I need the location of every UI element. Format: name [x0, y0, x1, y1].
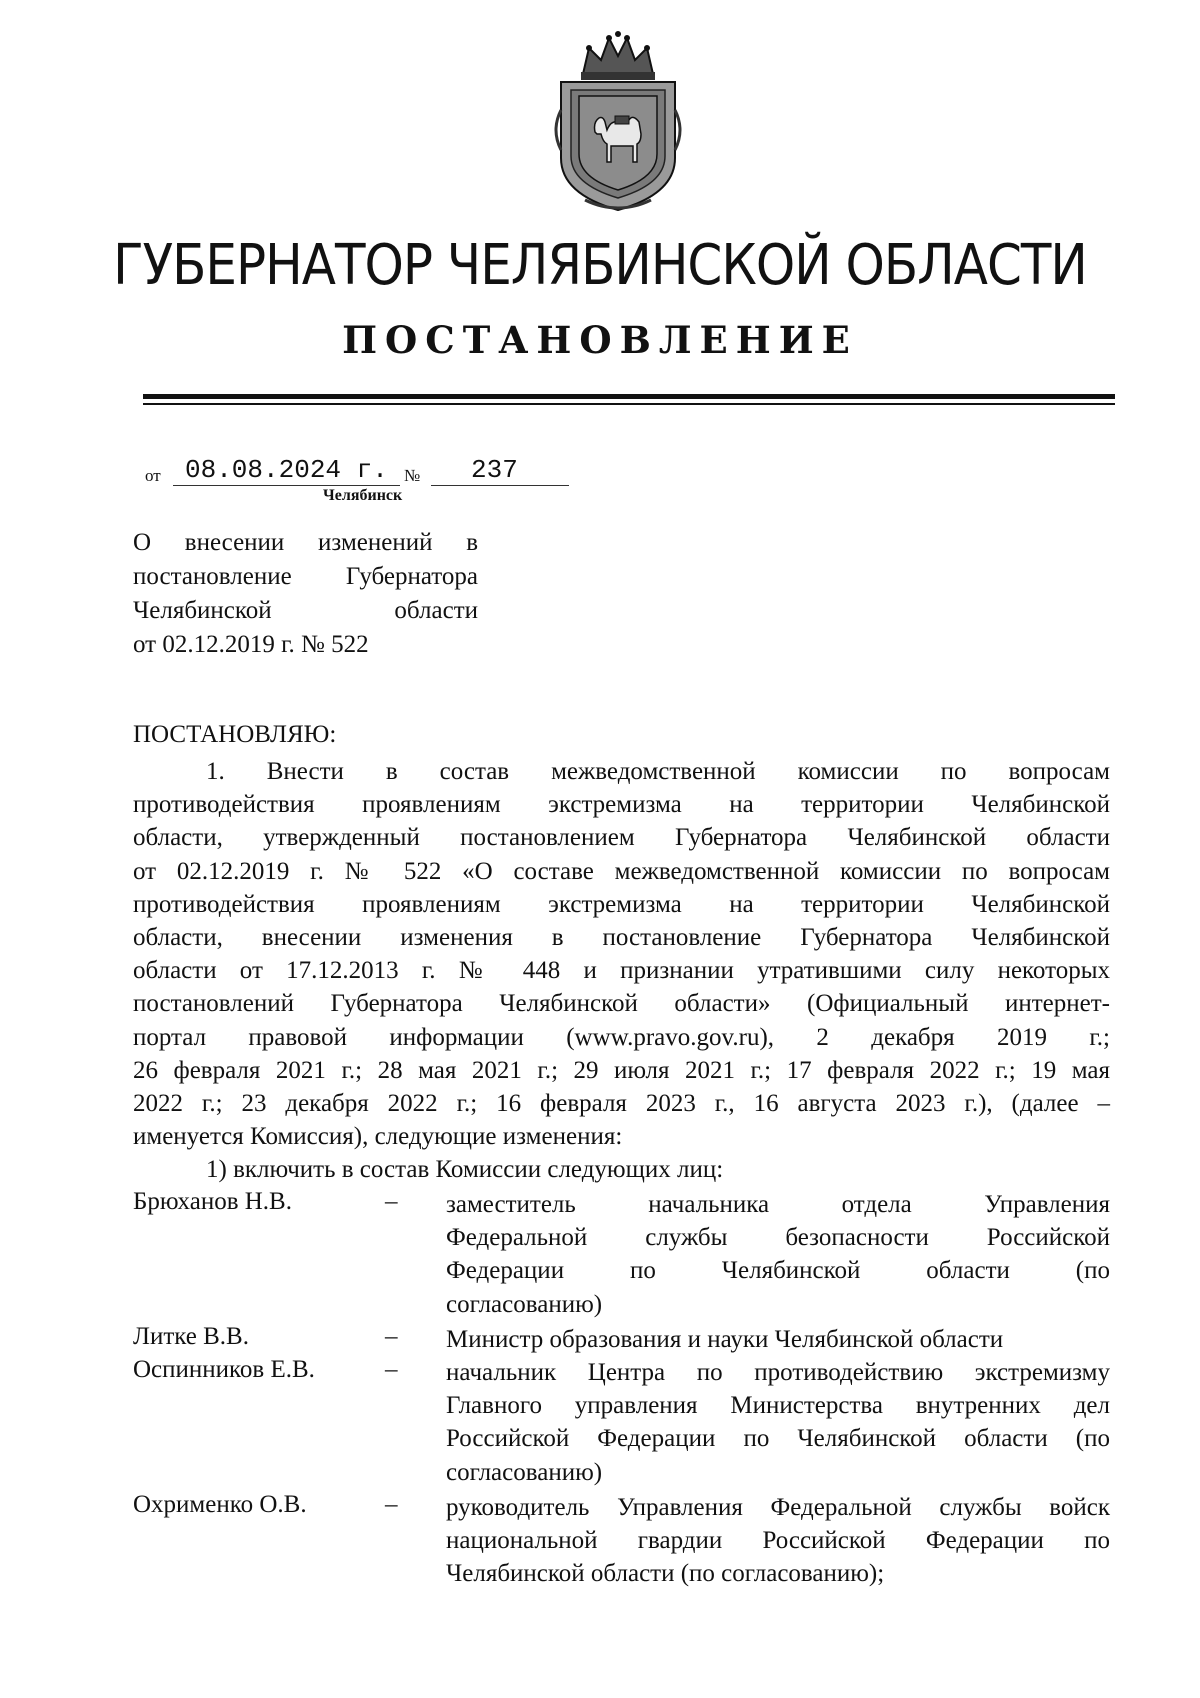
member-name: Охрименко О.В.: [133, 1490, 307, 1518]
header-rule-thin: [143, 403, 1115, 405]
decree-body: [133, 755, 1110, 1186]
body-line: постановлений Губернатора Челябинской области» (Официальный интернет-: [133, 990, 1110, 1018]
body-line: противодействия проявлениям экстремизма на территории Челябинской: [133, 791, 1110, 819]
authority-title: ГУБЕРНАТОР ЧЕЛЯБИНСКОЙ ОБЛАСТИ: [113, 232, 1087, 298]
header-rule-thick: [143, 394, 1115, 399]
body-line: противодействия проявлениям экстремизма на территории Челябинской: [133, 890, 1110, 918]
member-dash: –: [385, 1355, 398, 1383]
member-position-line: Российской Федерации по Челябинской области (по: [446, 1425, 1110, 1453]
member-position-line: Министр образования и науки Челябинской области: [446, 1325, 1004, 1353]
body-line: 2022 г.; 23 декабря 2022 г.; 16 февраля 2023 г., 16 августа 2023 г.), (далее –: [133, 1089, 1110, 1117]
decree-date: 08.08.2024 г.: [173, 455, 400, 486]
body-line: портал правовой информации (www.pravo.gov.ru), 2 декабря 2019 г.;: [133, 1023, 1110, 1051]
subject-line: О внесении изменений в: [133, 529, 478, 556]
member-position-line: руководитель Управления Федеральной службы войск: [446, 1493, 1110, 1521]
member-position-line: заместитель начальника отдела Управления: [446, 1191, 1110, 1218]
decree-number: 237: [431, 455, 569, 486]
decree-subject: [133, 526, 478, 662]
body-line: от 02.12.2019 г. № 522 «О составе межведомственной комиссии по вопросам: [133, 857, 1110, 885]
city-label: Челябинск: [323, 487, 403, 504]
member-position: [446, 1356, 1110, 1489]
body-line: именуется Комиссия), следующие изменения:: [133, 1123, 623, 1151]
member-name: Оспинников Е.В.: [133, 1355, 315, 1383]
member-entry: [133, 1188, 1110, 1321]
member-position-line: Главного управления Министерства внутренних дел: [446, 1392, 1110, 1420]
document-type-title: ПОСТАНОВЛЕНИЕ: [342, 318, 858, 362]
member-position-line: Федерации по Челябинской области (по: [446, 1257, 1110, 1285]
subject-line: постановление Губернатора: [133, 563, 478, 590]
member-entry: [133, 1491, 1110, 1591]
member-position-line: согласованию): [446, 1458, 603, 1486]
member-position-line: начальник Центра по противодействию экстремизму: [446, 1358, 1110, 1386]
subject-line: от 02.12.2019 г. № 522: [133, 631, 369, 658]
member-dash: –: [385, 1188, 398, 1215]
member-position: [446, 1323, 1110, 1356]
members-list: [133, 1188, 1110, 1590]
body-line: области, внесении изменения в постановление Губернатора Челябинской: [133, 923, 1110, 951]
member-dash: –: [385, 1322, 398, 1350]
member-dash: –: [385, 1490, 398, 1518]
member-position: [446, 1188, 1110, 1321]
member-name: Литке В.В.: [133, 1322, 249, 1350]
member-position-line: согласованию): [446, 1290, 603, 1318]
member-position-line: Федеральной службы безопасности Российской: [446, 1224, 1110, 1252]
member-position: [446, 1491, 1110, 1591]
body-line: 1) включить в состав Комиссии следующих лиц:: [206, 1156, 724, 1184]
body-line: области от 17.12.2013 г. № 448 и признании утратившими силу некоторых: [133, 957, 1110, 985]
member-entry: [133, 1356, 1110, 1489]
chelyabinsk-coat-of-arms-emblem: [545, 30, 691, 214]
subject-line: Челябинской области: [133, 597, 478, 624]
body-line: области, утвержденный постановлением Губернатора Челябинской области: [133, 824, 1110, 852]
date-prefix-label: от: [145, 466, 161, 485]
member-position-line: национальной гвардии Российской Федерации по: [446, 1526, 1110, 1554]
member-entry: [133, 1323, 1110, 1356]
member-name: Брюханов Н.В.: [133, 1188, 292, 1215]
member-position-line: Челябинской области (по согласованию);: [446, 1560, 885, 1588]
resolve-heading: ПОСТАНОВЛЯЮ:: [133, 721, 337, 748]
body-line: 1. Внести в состав межведомственной комиссии по вопросам: [206, 758, 1110, 785]
decree-number-label: №: [404, 466, 421, 485]
body-line: 26 февраля 2021 г.; 28 мая 2021 г.; 29 июля 2021 г.; 17 февраля 2022 г.; 19 мая: [133, 1056, 1110, 1084]
